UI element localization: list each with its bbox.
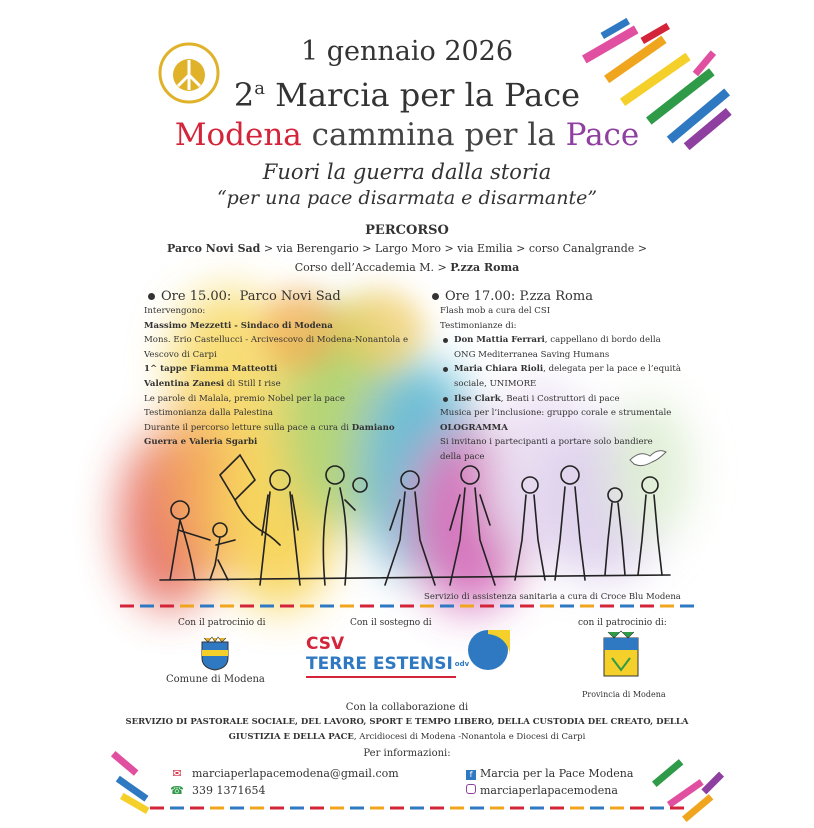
right-schedule-text: Flash mob a cura del CSI Testimonianze di: Don Mattia Ferrari, cappellano di bordo della ONG Mediterranea Saving Humans Maria Chiara Rioli, delegata per la pace e l’equità sociale, UNIMORE Ilse Clark, Beati i Costruttori di pace Musica per l’inclusione: gruppo corale e strumentale OLOGRAMMA Si invitano i partecipanti a portare solo bandiere della pace (440, 304, 710, 465)
support-label: Con il sostegno di (350, 618, 432, 628)
phone-icon: ☎ (170, 784, 184, 797)
event-subtitle (0, 117, 814, 153)
patronage-label-right: con il patrocinio di: (578, 618, 667, 628)
provincia-crest-icon (600, 630, 642, 682)
slogan-main: Fuori la guerra dalla storia (262, 160, 552, 184)
collab-line-2: GIUSTIZIA E DELLA PACE, Arcidiocesi di Modena -Nonantola e Diocesi di Carpi (228, 732, 586, 742)
route-line-2: Corso dell’Accademia M. > P.zza Roma (294, 261, 520, 274)
instagram-icon (466, 784, 476, 794)
sponsor-logo-circle (466, 626, 514, 676)
csv-logo-top: CSV (306, 634, 345, 654)
title-sup: a (254, 78, 265, 99)
right-schedule-heading: Ore 17.00: P.zza Roma (432, 289, 593, 304)
info-heading: Per informazioni: (363, 748, 451, 759)
route-line-1: Parco Novi Sad > via Berengario > Largo Moro > via Emilia > corso Canalgrande > (167, 242, 647, 255)
left-schedule-text: Intervengono: Massimo Mezzetti - Sindaco di Modena Mons. Erio Castellucci - Arcivescovo di Modena-Nonantola e Vescovo di Carpi 1^ tappe Fiamma Matteotti Valentina Zanesi di Still I rise Le parole di Malala, premio Nobel per la pace Testimonianza dalla Palestina Durante il percorso letture sulla pace a cura di Damiano Guerra e Valeria Sgarbi (144, 306, 409, 448)
medical-assistance-note: Servizio di assistenza sanitaria a cura di Croce Blu Modena (424, 592, 681, 602)
rainbow-divider (0, 604, 814, 608)
title-number: 2 (233, 76, 255, 114)
collab-line-1: SERVIZIO DI PASTORALE SOCIALE, DEL LAVORO, SPORT E TEMPO LIBERO, DELLA CUSTODIA DEL CREATO, DELLA (125, 717, 689, 727)
bullet-icon (148, 293, 155, 300)
csv-logo-rule (306, 676, 456, 678)
contact-phone[interactable]: ☎ 339 1371654 (170, 784, 266, 797)
collab-intro: Con la collaborazione di (345, 702, 469, 713)
contact-email[interactable]: ✉ marciaperlapacemodena@gmail.com (170, 767, 399, 780)
comune-crest-icon (198, 636, 232, 672)
title-rest: Marcia per la Pace (264, 76, 581, 114)
subtitle-modena: Modena (174, 117, 302, 153)
rainbow-divider-bottom (0, 806, 814, 810)
contact-instagram[interactable]: marciaperlapacemodena (466, 784, 618, 797)
comune-logo-label: Comune di Modena (166, 674, 265, 685)
mail-icon: ✉ (172, 767, 182, 780)
slogan-quote: “per una pace disarmata e disarmante” (216, 187, 598, 209)
patronage-label-left: Con il patrocinio di (178, 618, 266, 628)
provincia-logo-label: Provincia di Modena (582, 690, 666, 699)
subtitle-pace: Pace (565, 117, 640, 153)
subtitle-mid: cammina per la (301, 117, 566, 153)
csv-logo-bottom: TERRE ESTENSI odv (306, 654, 470, 674)
facebook-icon: f (466, 770, 476, 780)
bullet-icon (432, 293, 439, 300)
route-heading: PERCORSO (365, 223, 449, 238)
event-title (0, 76, 814, 114)
left-schedule-heading: Ore 15.00: Parco Novi Sad (148, 289, 341, 304)
contact-facebook[interactable]: f Marcia per la Pace Modena (466, 767, 633, 780)
event-date: 1 gennaio 2026 (300, 36, 514, 67)
